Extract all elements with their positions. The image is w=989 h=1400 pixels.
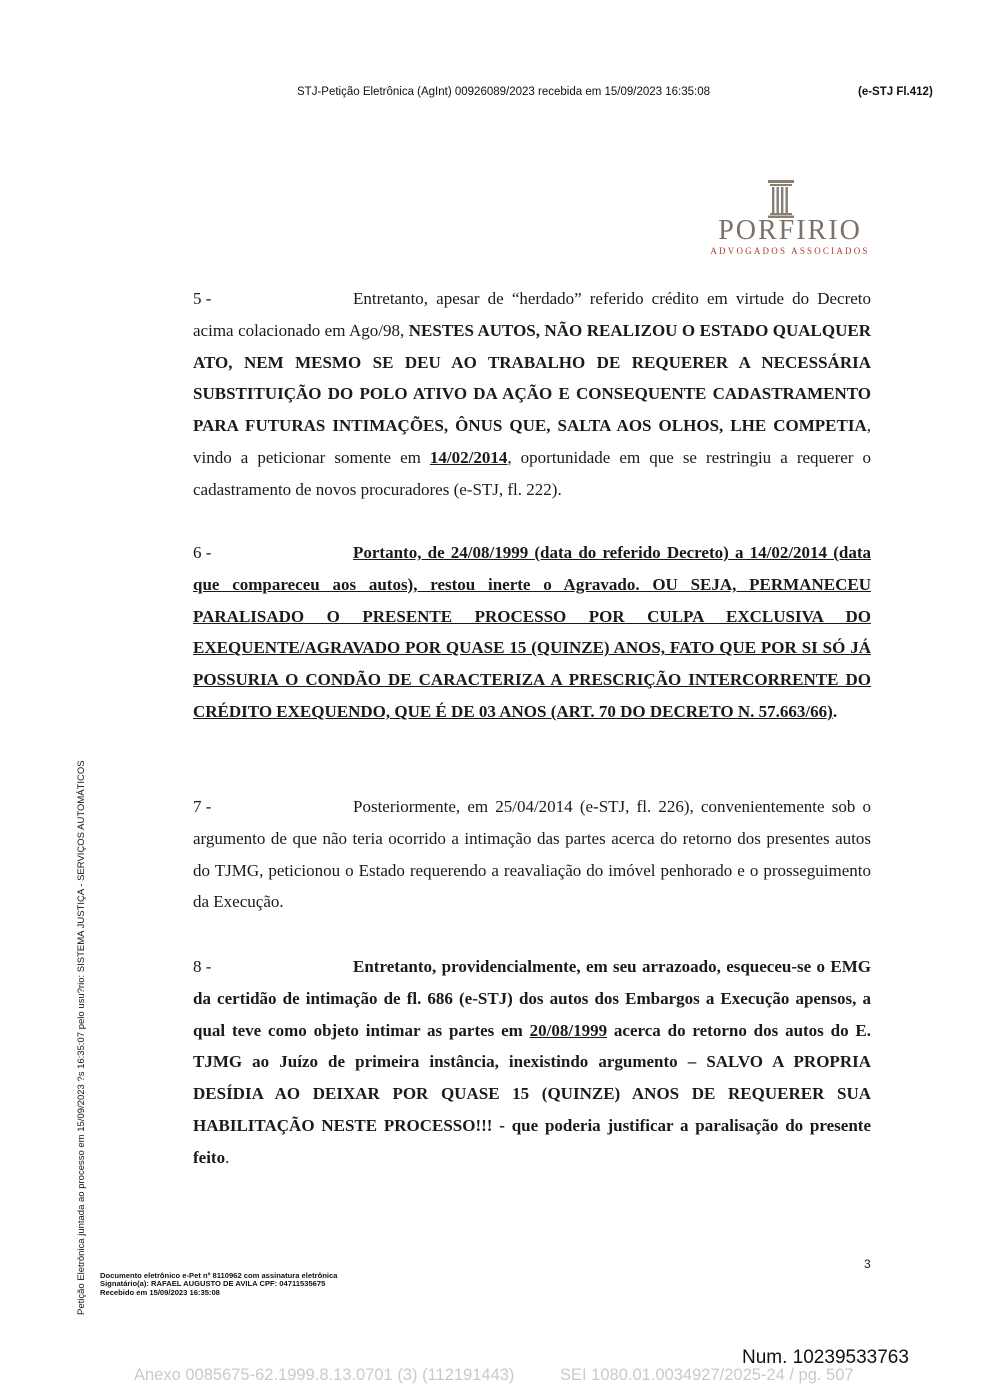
document-num-id: Num. 10239533763 — [742, 1347, 909, 1368]
paragraph-bold-text: Entretanto, providencialmente, em seu arrazoado, esqueceu-se o EMG da certidão de intimação de fl. 686 (e-STJ) dos autos dos Embargos a Execução apensos, a qual teve como objeto intimar as partes em — [193, 957, 871, 1040]
paragraph-text: Entretanto, apesar de “herdado” referido crédito em virtude do Decreto acima colacionado em Ago/98, — [193, 289, 871, 340]
paragraph-number: 6 - — [193, 543, 212, 562]
paragraph-text: , oportunidade em que se restringiu a requerer o cadastramento de novos procuradores (e-STJ, fl. 222). — [193, 447, 871, 499]
signature-line: Recebido em 15/09/2023 16:35:08 — [100, 1287, 220, 1297]
paragraph-8 — [193, 951, 871, 1174]
paragraph-number: 7 - — [193, 797, 212, 816]
paragraph-text: , vindo a peticionar somente em — [193, 416, 871, 467]
paragraph-bold-underlined-text: Portanto, de 24/08/1999 (data do referido Decreto) a 14/02/2014 (data que compareceu aos autos), restou inerte o Agravado. OU SEJA, PERMANECEU PARALISADO O PRESENTE PROCESSO POR CULPA EXCLUSIVA DO EXEQUENTE/AGRAVADO POR QUASE 15 (QUINZE) ANOS, FATO QUE POR SI SÓ JÁ POSSURIA O CONDÃO DE CARACTERIZA A PRESCRIÇÃO INTERCORRENTE DO CRÉDITO EXEQUENDO, QUE É DE 03 ANOS (ART. 70 DO DECRETO N. 57.663/66) — [193, 543, 871, 721]
electronic-signature-block — [100, 1272, 337, 1297]
paragraph-bold-text: NESTES AUTOS, NÃO REALIZOU O ESTADO QUALQUER ATO, NEM MESMO SE DEU AO TRABALHO DE REQUERER A NECESSÁRIA SUBSTITUIÇÃO DO POLO ATIVO DA AÇÃO E CONSEQUENTE CADASTRAMENTO PARA FUTURAS INTIMAÇÕES, ÔNUS QUE, SALTA AOS OLHOS, LHE COMPETIA — [193, 320, 872, 436]
footer-annex-ref: Anexo 0085675-62.1999.8.13.0701 (3) (112191443) — [134, 1366, 515, 1384]
date-highlight: 20/08/1999 — [529, 1020, 608, 1040]
paragraph-number: 8 - — [193, 957, 212, 976]
paragraph-7 — [193, 791, 871, 918]
page-number: 3 — [864, 1257, 871, 1271]
date-highlight: 14/02/2014 — [429, 447, 508, 467]
footer-sei-ref: SEI 1080.01.0034927/2025-24 / pg. 507 — [560, 1366, 854, 1384]
column-pillar-icon — [768, 180, 794, 218]
firm-logo-subtitle: ADVOGADOS ASSOCIADOS — [710, 246, 870, 256]
paragraph-bold-text: . — [832, 701, 838, 721]
folio-number: (e-STJ Fl.412) — [858, 86, 933, 98]
paragraph-text: . — [225, 1147, 230, 1167]
paragraph-number: 5 - — [193, 289, 212, 308]
paragraph-5 — [193, 283, 871, 506]
signature-line: Documento eletrônico e-Pet nº 8110962 com assinatura eletrônica — [100, 1271, 338, 1280]
petition-header-text: STJ-Petição Eletrônica (AgInt) 00926089/2023 recebida em 15/09/2023 16:35:08 — [297, 86, 711, 98]
paragraph-6 — [193, 537, 871, 728]
paragraph-text: Posteriormente, em 25/04/2014 (e-STJ, fl. 226), convenientemente sob o argumento de que não teria ocorrido a intimação das partes acerca do retorno dos presentes autos do TJMG, peticionou o Estado requerendo a reavaliação do imóvel penhorado e o prosseguimento da Execução. — [193, 797, 871, 912]
footer-watermark — [134, 1366, 874, 1385]
paragraph-bold-text: acerca do retorno dos autos do E. TJMG ao Juízo de primeira instância, inexistindo argumento – SALVO A PROPRIA DESÍDIA AO DEIXAR POR QUASE 15 (QUINZE) ANOS DE REQUERER SUA HABILITAÇÃO NESTE PROCESSO!!! - que poderia justificar a paralisação do presente feito — [193, 1020, 871, 1167]
vertical-filing-note: Petição Eletrônica juntada ao processo em 15/09/2023 ?s 16:35:07 pelo usu?rio: SISTEMA JUSTIÇA - SERVIÇOS AUTOMÁTICOS — [76, 760, 87, 1315]
signature-line: Signatário(a): RAFAEL AUGUSTO DE AVILA CPF: 04711535675 — [100, 1279, 326, 1289]
firm-logo-name: PORFIRIO — [718, 215, 862, 246]
